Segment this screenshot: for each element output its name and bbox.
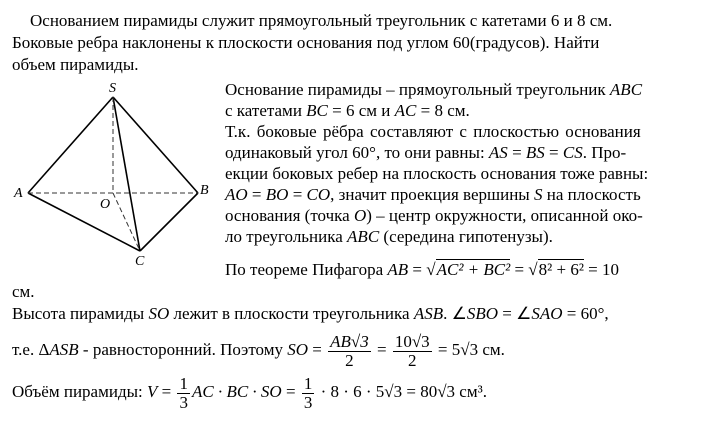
label-S: S bbox=[109, 81, 116, 96]
label-A: A bbox=[14, 186, 23, 201]
edge-BC bbox=[140, 193, 198, 251]
text-segment: основания (точка bbox=[225, 206, 354, 225]
text-segment: = bbox=[308, 340, 327, 359]
text-segment: AC bbox=[394, 101, 417, 120]
text-segment: (середина гипотенузы). bbox=[379, 227, 553, 246]
text-segment: AC · BC · SO bbox=[191, 382, 282, 401]
text-segment: = ∠ bbox=[498, 304, 532, 323]
solution-line bbox=[12, 330, 505, 370]
text-segment: По теореме Пифагора bbox=[225, 260, 388, 279]
text-segment: ASB bbox=[49, 340, 79, 359]
solution-line: екции боковых ребер на плоскость основания тоже равны: bbox=[225, 164, 649, 183]
problem-line-3: объем пирамиды. bbox=[12, 55, 139, 74]
text-segment: 8² + 6² bbox=[538, 260, 584, 279]
text-segment: с катетами bbox=[225, 101, 307, 120]
text-segment: 10√3 bbox=[394, 331, 430, 351]
text-segment: = 10 bbox=[583, 260, 620, 279]
text-segment: = 6 см и bbox=[327, 101, 395, 120]
text-segment: = 8 см. bbox=[416, 101, 470, 120]
text-segment: т.е. Δ bbox=[12, 340, 50, 359]
text-segment: Основание пирамиды – прямоугольный треугольник bbox=[225, 80, 610, 99]
text-segment: BO bbox=[265, 185, 289, 204]
text-segment: CS bbox=[562, 143, 583, 162]
text-segment: . ∠ bbox=[443, 304, 467, 323]
volume-line bbox=[12, 372, 487, 412]
text-segment: AS bbox=[488, 143, 508, 162]
text-segment: SAO bbox=[531, 304, 563, 323]
problem-line-1: Основанием пирамиды служит прямоугольный треугольник с катетами 6 и 8 см. bbox=[30, 11, 613, 30]
solution-line bbox=[225, 143, 626, 163]
text-segment: ABC bbox=[347, 227, 380, 246]
segment-OC bbox=[113, 193, 140, 251]
text-segment: AB bbox=[387, 260, 409, 279]
text-segment: Высота пирамиды bbox=[12, 304, 149, 323]
pythagoras-line bbox=[225, 260, 619, 280]
text-segment: 2 bbox=[345, 350, 354, 370]
fraction bbox=[177, 375, 190, 412]
text-segment: = √ bbox=[408, 260, 436, 279]
fraction bbox=[302, 375, 315, 412]
edge-SA bbox=[28, 97, 113, 193]
text-segment bbox=[28, 97, 198, 251]
text-segment: = bbox=[157, 382, 176, 401]
text-segment: 3 bbox=[179, 392, 188, 412]
text-segment: на плоскость bbox=[542, 185, 641, 204]
label-O: O bbox=[100, 197, 111, 212]
solution-line: см. bbox=[12, 282, 35, 301]
text-segment: BC bbox=[306, 101, 328, 120]
solution-line bbox=[225, 80, 642, 100]
edge-AC bbox=[28, 193, 140, 251]
text-segment: = bbox=[372, 340, 391, 359]
text-segment: AB√3 bbox=[330, 331, 369, 351]
solution-line bbox=[225, 227, 553, 247]
text-segment: BS bbox=[525, 143, 545, 162]
edge-SB bbox=[113, 97, 198, 193]
text-segment: ASB bbox=[413, 304, 444, 323]
text-segment: = 5√3 см. bbox=[433, 340, 505, 359]
text-segment: ) – центр окружности, описанной око- bbox=[366, 206, 643, 225]
solution-line bbox=[225, 185, 641, 205]
edge-SC bbox=[113, 97, 140, 251]
text-segment: = bbox=[507, 143, 526, 162]
text-segment: ло треугольника bbox=[225, 227, 348, 246]
label-B: B bbox=[200, 183, 209, 198]
text-segment: лежит в плоскости треугольника bbox=[169, 304, 414, 323]
text-segment: SO bbox=[287, 340, 309, 359]
text-segment: одинаковый угол 60°, то они равны: bbox=[225, 143, 489, 162]
fraction bbox=[393, 333, 432, 370]
text-segment: = 60°, bbox=[562, 304, 609, 323]
text-segment: , значит проекция вершины bbox=[330, 185, 534, 204]
text-segment: = bbox=[247, 185, 266, 204]
text-segment: = √ bbox=[510, 260, 538, 279]
text-segment: · 8 · 6 · 5√3 = 80√3 см³. bbox=[316, 382, 487, 401]
text-segment: Объём пирамиды: bbox=[12, 382, 147, 401]
text-segment: ABC bbox=[609, 80, 643, 99]
text-segment: = bbox=[281, 382, 300, 401]
text-segment: V bbox=[147, 382, 158, 401]
text-segment: 2 bbox=[408, 350, 417, 370]
solution-line: Т.к. боковые рёбра составляют с плоскостью основания bbox=[225, 122, 641, 141]
solution-line bbox=[225, 206, 643, 226]
text-segment: AO bbox=[225, 185, 248, 204]
text-segment: = bbox=[544, 143, 563, 162]
text-segment: - равносторонний. Поэтому bbox=[78, 340, 288, 359]
fraction bbox=[328, 333, 371, 370]
text-segment: 1 bbox=[303, 373, 313, 393]
label-C: C bbox=[135, 254, 145, 269]
pyramid-figure bbox=[0, 70, 225, 270]
text-segment: CO bbox=[306, 185, 331, 204]
text-segment: = bbox=[288, 185, 307, 204]
text-segment: S bbox=[533, 185, 543, 204]
solution-line bbox=[12, 304, 609, 324]
text-segment: SBO bbox=[466, 304, 499, 323]
text-segment: O bbox=[353, 206, 367, 225]
solution-line bbox=[225, 101, 470, 121]
text-segment: SO bbox=[148, 304, 170, 323]
text-segment: 3 bbox=[303, 392, 313, 412]
text-segment: . Про- bbox=[582, 143, 627, 162]
problem-line-2: Боковые ребра наклонены к плоскости основания под углом 60(градусов). Найти bbox=[12, 33, 600, 52]
text-segment: AC² + BC² bbox=[436, 260, 511, 279]
text-segment: 1 bbox=[179, 373, 188, 393]
